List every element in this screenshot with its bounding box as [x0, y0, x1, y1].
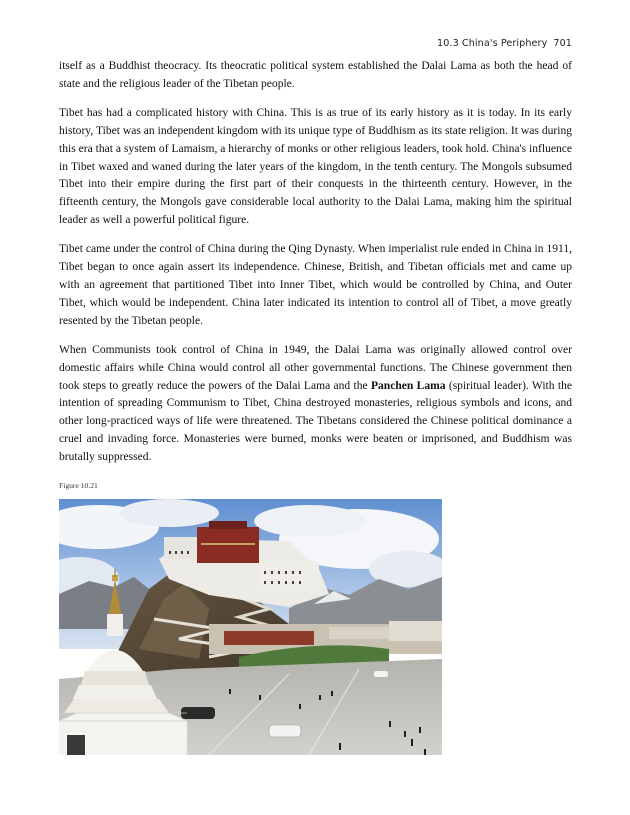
key-term-panchen-lama: Panchen Lama [370, 379, 446, 392]
page-number: 701 [553, 38, 572, 49]
figure-label: Figure 10.21 [59, 481, 98, 491]
paragraph-4-text-b: (spiritual leader). With the intention of spreading Communism to Tibet, China destroyed monasteries, religious symbols and icons, and other long-practiced ways of life were threatened. The Tibetans considered the Chinese political dominance a cruel and invading force. Monasteries were burned, monks were beaten or imprisoned, and Buddhism was brutally suppressed. [59, 379, 572, 464]
paragraph-1: itself as a Buddhist theocracy. Its theocratic political system established the Dalai Lama as both the head of state and the religious leader of the Tibetan people. [59, 60, 572, 90]
paragraph-4 [59, 342, 572, 467]
page-body [59, 58, 572, 755]
paragraph-3: Tibet came under the control of China during the Qing Dynasty. When imperialist rule ended in China in 1911, Tibet began to once again assert its independence. Chinese, British, and Tibetan officials met and came up with an agreement that partitioned Tibet into Inner Tibet, which would be controlled by China, and Outer Tibet, which would be independent. China later indicated its intention to control all of Tibet, a move greatly resented by the Tibetan people. [59, 243, 572, 327]
paragraph-4-text-a: When Communists took control of China in 1949, the Dalai Lama was originally allowed control over domestic affairs while China would control all other governmental functions. The Chinese government then took steps to greatly reduce the powers of the Dalai Lama and the [59, 343, 572, 392]
potala-palace-photo [59, 499, 442, 755]
paragraph-2: Tibet has had a complicated history with China. This is as true of its early history as it is today. In its early history, Tibet was an independent kingdom with its unique type of Buddhism as its state religion. It was during this era that a system of Lamaism, a hierarchy of monks or other religious leaders, took hold. China's influence in Tibet waxed and waned during the later years of the kingdom, in the tenth century. The Mongols subsumed Tibet into their empire during the first part of their conquests in the thirteenth century. However, in the fifteenth century, the Mongols gave considerable local authority to the Dalai Lama, making him the spiritual leader as well a powerful political figure. [59, 106, 572, 227]
section-title: 10.3 China's Periphery [437, 38, 548, 49]
running-header [437, 38, 572, 49]
